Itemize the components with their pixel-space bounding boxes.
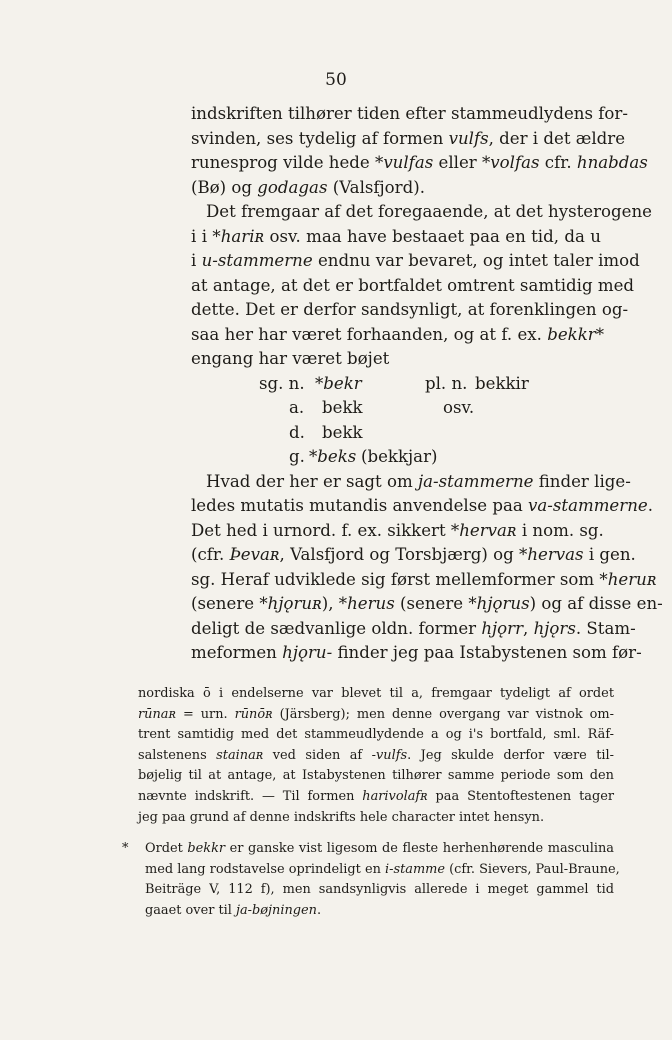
- text-line: Det hed i urnord. f. ex. sikkert *hervaʀ i nom. sg.: [191, 520, 604, 540]
- text-line: engang har været bøjet: [191, 349, 390, 368]
- footnote-continued: [138, 684, 614, 828]
- declension-row: [191, 421, 601, 446]
- text-line: (senere *hjǫruʀ), *herus (senere *hjǫrus) og af disse en-: [191, 594, 663, 613]
- footnote-line: med lang rodstavelse oprindeligt en i-stamme (cfr. Sievers, Paul-Braune,: [145, 861, 620, 877]
- declension-label: g.: [289, 447, 305, 466]
- footnote-line: nævnte indskrift. — Til formen harivolafʀ paa Stentoftestenen tager: [138, 788, 614, 804]
- text-line: indskriften tilhører tiden efter stammeudlydens for-: [191, 104, 628, 123]
- declension-form: (bekkjar): [361, 447, 438, 466]
- text-line: runesprog vilde hede *vulfas eller *volfas cfr. hnabdas: [191, 153, 648, 172]
- footnote-marker: *: [122, 841, 129, 857]
- text-line: svinden, ses tydelig af formen vulfs, der i det ældre: [191, 128, 626, 148]
- text-line: (cfr. Þevaʀ, Valsfjord og Torsbjærg) og *hervas i gen.: [191, 545, 636, 564]
- text-line: saa her har været forhaanden, og at f. ex. bekkr*: [191, 324, 604, 344]
- text-line: i u-stammerne endnu var bevaret, og intet taler imod: [191, 251, 640, 270]
- text-line: Hvad der her er sagt om ja-stammerne finder lige-: [206, 471, 631, 491]
- declension-form: bekk: [322, 422, 363, 442]
- footnote-line: salstenens stainaʀ ved siden af -vulfs. Jeg skulde derfor være til-: [138, 747, 615, 763]
- declension-form: osv.: [443, 398, 475, 417]
- declension-form: bekkir: [475, 373, 529, 393]
- footnote-line: jeg paa grund af denne indskrifts hele character intet hensyn.: [138, 809, 545, 825]
- footnote-line: nordiska ō i endelserne var blevet til a, fremgaar tydeligt af ordet: [138, 686, 614, 701]
- declension-form: *bekr: [315, 373, 362, 393]
- page-number: 50: [325, 70, 347, 90]
- declension-form: bekk: [322, 398, 363, 417]
- declension-label: sg. n.: [259, 373, 305, 393]
- declension-form: *beks: [309, 447, 357, 466]
- footnote-line: trent samtidig med det stammeudlydende a og i's bortfald, sml. Räf-: [138, 727, 614, 743]
- text-line: (Bø) og godagas (Valsfjord).: [191, 177, 425, 197]
- declension-label: d.: [289, 422, 305, 442]
- footnote-line: bøjelig til at antage, at Istabystenen tilhører samme periode som den: [138, 768, 614, 784]
- footnote-line: gaaet over til ja-bøjningen.: [145, 902, 322, 918]
- declension-row: [191, 396, 601, 421]
- footnote-bekkr: [122, 839, 620, 921]
- text-line: i i *hariʀ osv. maa have bestaaet paa en tid, da u: [191, 226, 601, 246]
- declension-row: [191, 372, 601, 397]
- footnote-line: Ordet bekkr er ganske vist ligesom de fleste herhenhørende masculina: [145, 841, 614, 857]
- main-text: [191, 102, 663, 666]
- text-line: deligt de sædvanlige oldn. former hjǫrr, hjǫrs. Stam-: [191, 618, 636, 638]
- text-line: at antage, at det er bortfaldet omtrent samtidig med: [191, 275, 635, 295]
- text-line: ledes mutatis mutandis anvendelse paa va-stammerne.: [191, 496, 653, 515]
- text-line: dette. Det er derfor sandsynligt, at forenklingen og-: [191, 300, 629, 319]
- footnote-line: Beiträge V, 112 f), men sandsynligvis allerede i meget gammel tid: [145, 882, 614, 898]
- declension-label: a.: [289, 398, 305, 417]
- text-line: Det fremgaar af det foregaaende, at det hysterogene: [206, 202, 652, 221]
- declension-label: pl. n.: [425, 373, 468, 393]
- footnotes: [122, 684, 620, 922]
- text-line: meformen hjǫru- finder jeg paa Istabystenen som før-: [191, 643, 642, 662]
- footnote-line: rūnaʀ = urn. rūnōʀ (Järsberg); men denne overgang var vistnok om-: [138, 706, 614, 722]
- declension-row: [191, 445, 601, 470]
- text-line: sg. Heraf udviklede sig først mellemformer som *heruʀ: [191, 569, 657, 589]
